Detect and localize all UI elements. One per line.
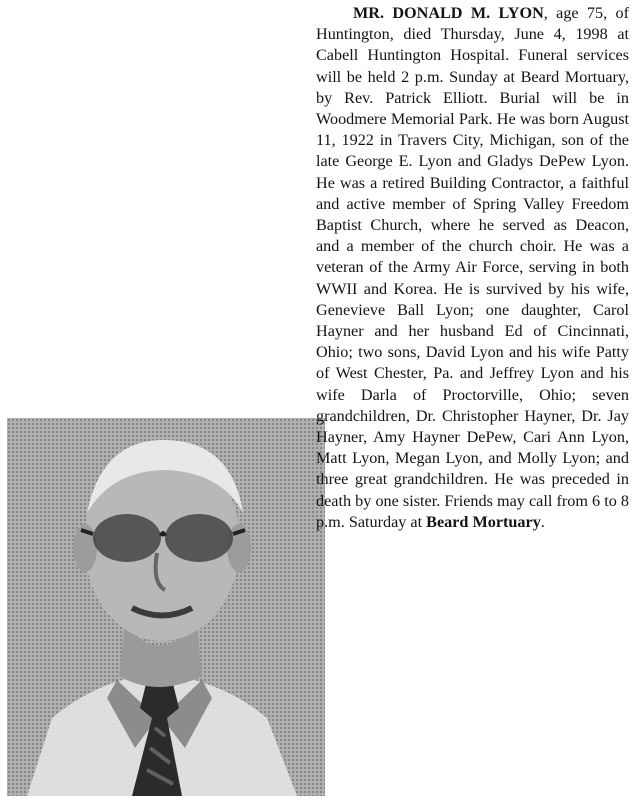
deceased-name: MR. DONALD M. LYON (353, 4, 544, 22)
obituary-text (316, 3, 629, 533)
end-mark: . (540, 512, 545, 531)
portrait-photo (7, 418, 325, 796)
mortuary-name: Beard Mortuary (426, 512, 541, 531)
obituary-body: , age 75, of Huntington, died Thursday, June 4, 1998 at Cabell Huntington Hospital. Funeral services will be held 2 p.m. Sunday at Beard Mortuary, by Rev. Patrick Elliott. Burial will be in Woodmere Memorial Park. He was born August 11, 1922 in Travers City, Michigan, son of the late George E. Lyon and Gladys DePew Lyon. He was a retired Building Contractor, a faithful and active member of Spring Valley Freedom Baptist Church, where he served as Deacon, and a member of the church choir. He was a veteran of the Army Air Force, serving in both WWII and Korea. He is survived by his wife, Genevieve Ball Lyon; one daughter, Carol Hayner and her husband Ed of Cincinnati, Ohio; two sons, David Lyon and his wife Patty of West Chester, Pa. and Jeffrey Lyon and his wife Darla of Proctorville, Ohio; seven grandchildren, Dr. Christopher Hayner, Dr. Jay Hayner, Amy Hayner DePew, Cari Ann Lyon, Matt Lyon, Megan Lyon, and Molly Lyon; and three great grandchildren. He was preceded in death by one sister. Friends may call from 6 to 8 p.m. Saturday at (316, 4, 629, 531)
